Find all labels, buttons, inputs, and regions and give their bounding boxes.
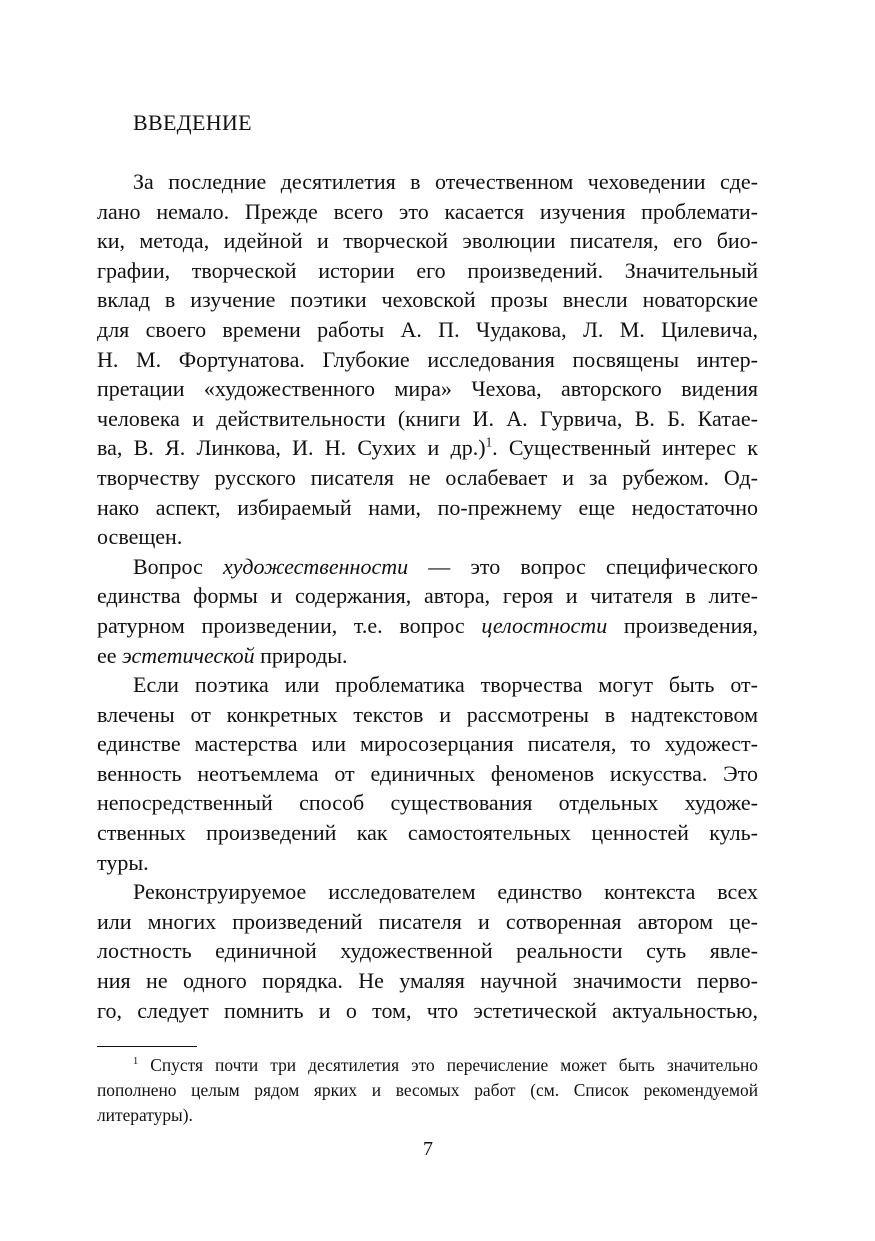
text-line — [97, 641, 758, 671]
text-segment: произведения, — [607, 612, 758, 638]
text-segment: — это вопрос специфического — [408, 553, 759, 579]
text-segment: . Существенный интерес к — [492, 435, 758, 461]
chapter-heading: ВВЕДЕНИЕ — [133, 110, 252, 135]
footnote-reference[interactable]: 1 — [485, 435, 493, 451]
text-line: нако аспект, избираемый нами, по-прежнему еще недостаточно — [97, 494, 758, 520]
text-line: ственных произведений как самостоятельных ценностей куль- — [97, 820, 758, 846]
footnote-line — [97, 1053, 758, 1078]
text-line: претации «художественного мира» Чехова, авторского видения — [97, 376, 758, 402]
text-segment: природы. — [254, 642, 348, 668]
text-line: венность неотъемлема от единичных феноменов искусства. Это — [97, 760, 758, 786]
text-line-with-footnote — [97, 433, 758, 463]
paragraph-2 — [97, 552, 758, 670]
page-number: 7 — [423, 1138, 433, 1160]
footnote-line: пополнено целым рядом ярких и весомых работ (см. Список рекомендуемой — [97, 1080, 758, 1100]
text-line: или многих произведений писателя и сотворенная автором це- — [97, 908, 758, 934]
footnote-line: литературы). — [97, 1105, 193, 1125]
text-line — [97, 552, 758, 582]
text-segment: Вопрос — [133, 553, 223, 579]
paragraph-1 — [97, 167, 758, 552]
text-line: Н. М. Фортунатова. Глубокие исследования посвящены интер- — [97, 346, 758, 372]
text-line: человека и действительности (книги И. А. Гурвича, В. Б. Катае- — [97, 405, 758, 431]
text-segment: Спустя почти три десятилетия это перечисление может быть значительно — [138, 1055, 758, 1075]
text-line: лостность единичной художественной реальности суть явле- — [97, 938, 758, 964]
paragraph-3 — [97, 670, 758, 877]
footnote-marker: 1 — [133, 1056, 139, 1068]
text-line: го, следует помнить и о том, что эстетической актуальностью, — [97, 997, 758, 1023]
emphasis: эстетической — [122, 642, 255, 668]
footnote-divider — [97, 1046, 197, 1047]
footnote — [97, 1053, 758, 1128]
text-line: лано немало. Прежде всего это касается изучения проблемати- — [97, 198, 758, 224]
text-line: непосредственный способ существования отдельных художе- — [97, 790, 758, 816]
text-line: туры. — [97, 849, 149, 875]
text-line — [97, 611, 758, 641]
text-line: освещен. — [97, 524, 183, 550]
text-segment: ратурном произведении, т.е. вопрос — [97, 612, 482, 638]
paragraph-4 — [97, 877, 758, 1025]
text-line: За последние десятилетия в отечественном чеховедении сде- — [133, 169, 758, 194]
text-line: влечены от конкретных текстов и рассмотрены в надтекстовом — [97, 701, 758, 727]
text-line: ния не одного порядка. Не умаляя научной значимости перво- — [97, 968, 758, 994]
text-segment: ее — [97, 642, 123, 668]
text-line: вклад в изучение поэтики чеховской прозы внесли новаторские — [97, 287, 758, 313]
text-line: Если поэтика или проблематика творчества могут быть от- — [133, 672, 758, 698]
emphasis: художественности — [222, 553, 409, 579]
emphasis: целостности — [481, 612, 608, 638]
text-line: для своего времени работы А. П. Чудакова, Л. М. Цилевича, — [97, 316, 758, 342]
text-line: графии, творческой истории его произведений. Значительный — [97, 257, 758, 283]
text-line: единства формы и содержания, автора, героя и читателя в лите- — [97, 583, 758, 609]
text-segment: ва, В. Я. Линкова, И. Н. Сухих и др.) — [97, 435, 486, 461]
text-line: творчеству русского писателя не ослабевает и за рубежом. Од- — [97, 464, 758, 490]
text-line: Реконструируемое исследователем единство контекста всех — [133, 879, 758, 905]
text-line: единстве мастерства или миросозерцания писателя, то художест- — [97, 731, 758, 757]
text-line: ки, метода, идейной и творческой эволюции писателя, его био- — [97, 228, 758, 254]
body-text — [97, 167, 758, 1025]
